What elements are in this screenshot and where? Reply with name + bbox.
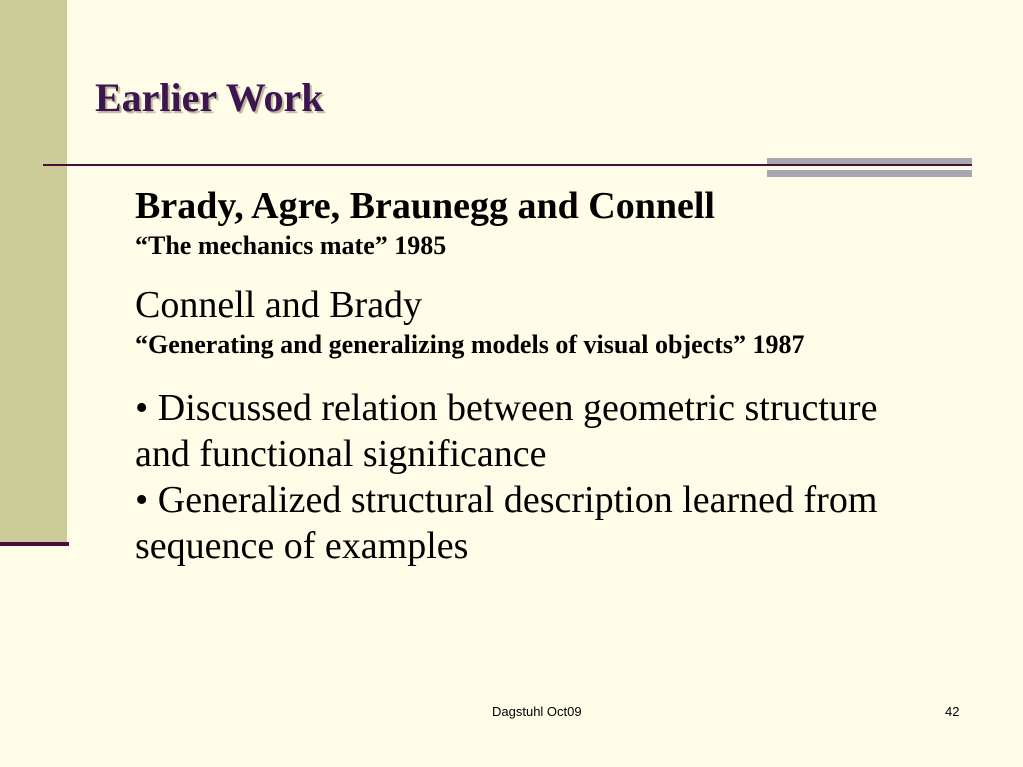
slide-title: Earlier Work: [95, 75, 324, 120]
grey-accent-bar: [767, 158, 972, 179]
bullet-item: • Discussed relation between geometric structure and functional significance: [135, 387, 878, 475]
bullet-item: • Generalized structural description learned from sequence of examples: [135, 479, 878, 567]
bullet-list: [135, 385, 995, 569]
grey-accent-stripe-bottom: [767, 170, 972, 177]
page-number: 42: [945, 704, 960, 719]
reference-2: [135, 282, 995, 361]
grey-accent-stripe-top: [767, 158, 972, 164]
reference-1-authors: Brady, Agre, Braunegg and Connell: [135, 185, 715, 227]
left-band-underline: [0, 542, 69, 546]
reference-1: [135, 183, 995, 262]
slide-body: [135, 183, 995, 569]
reference-1-work: “The mechanics mate” 1985: [135, 231, 447, 260]
footer-event-label: Dagstuhl Oct09: [492, 704, 582, 719]
reference-2-work: “Generating and generalizing models of visual objects” 1987: [135, 330, 805, 359]
left-decorative-band: [0, 0, 67, 545]
reference-2-authors: Connell and Brady: [135, 284, 423, 326]
